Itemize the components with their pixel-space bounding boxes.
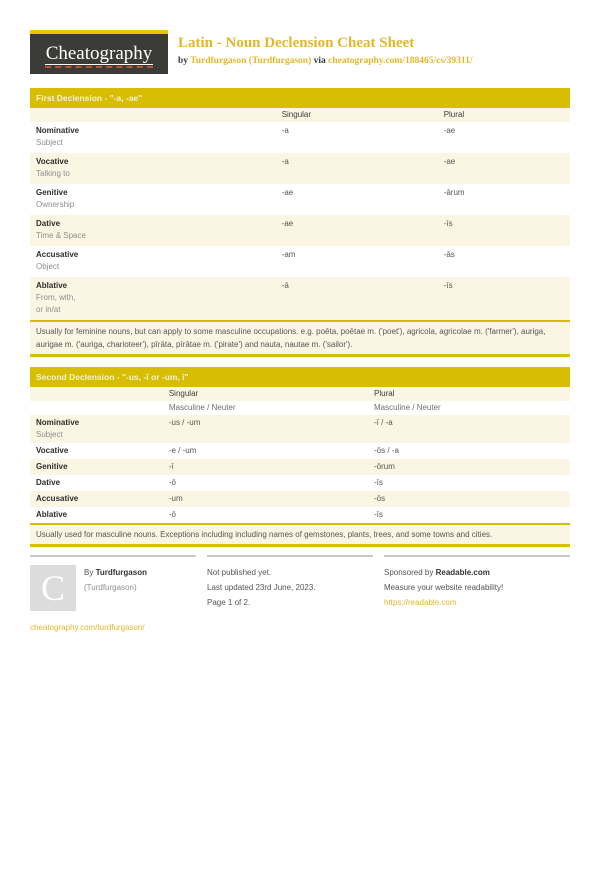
plural-header: Plural — [374, 389, 395, 398]
singular-header-cell — [276, 108, 438, 122]
case-cell — [30, 443, 163, 459]
plural-subheader: Masculine / Neuter — [374, 403, 441, 412]
plural-value: -ās — [443, 250, 455, 259]
plural-cell — [368, 475, 570, 491]
case-cell — [30, 153, 276, 184]
sponsor-link[interactable]: https://readable.com — [384, 598, 457, 607]
case-label: Accusative — [36, 250, 79, 259]
plural-cell — [368, 415, 570, 443]
source-link[interactable]: cheatography.com/188465/cs/39311/ — [328, 56, 473, 66]
case-desc: From, with, — [36, 293, 76, 302]
card-footnote-second: Usually used for masculine nouns. Exceptions including including names of gemstones, plants, trees, and some towns and cities. — [30, 523, 570, 547]
cheat-sheet-page — [0, 30, 600, 635]
table-row — [30, 507, 570, 523]
singular-cell — [276, 215, 438, 246]
singular-value: -ae — [281, 219, 294, 228]
plural-value: -īs — [443, 281, 453, 290]
case-desc: Subject — [36, 430, 63, 439]
plural-subheader-cell — [368, 401, 570, 415]
case-cell — [30, 108, 276, 122]
case-cell — [30, 415, 163, 443]
singular-value: -um — [168, 494, 183, 503]
singular-cell — [276, 246, 438, 277]
plural-value: -ōs / -a — [374, 446, 399, 455]
plural-value: -ī / -a — [374, 418, 393, 427]
case-label: Accusative — [36, 494, 79, 503]
singular-header: Singular — [168, 389, 199, 398]
singular-subheader: Masculine / Neuter — [168, 403, 236, 412]
logo-text: Cheatography — [45, 42, 153, 64]
masthead — [30, 30, 570, 74]
author-profile-link[interactable]: cheatography.com/turdfurgason/ — [30, 623, 145, 632]
footer-author-column — [30, 555, 196, 635]
sponsor-prefix: Sponsored by — [384, 568, 434, 577]
case-cell — [30, 246, 276, 277]
case-desc: Time & Space — [36, 231, 86, 240]
singular-value: -am — [281, 250, 296, 259]
singular-value: -ī — [168, 462, 174, 471]
singular-cell — [163, 415, 368, 443]
case-label: Dative — [36, 478, 61, 487]
case-cell — [30, 215, 276, 246]
plural-cell — [368, 491, 570, 507]
case-label: Genitive — [36, 188, 68, 197]
table-row — [30, 215, 570, 246]
plural-header-cell — [438, 108, 570, 122]
table-row — [30, 491, 570, 507]
section-card-first-declension — [30, 88, 570, 357]
case-desc: Talking to — [36, 169, 70, 178]
table-row — [30, 277, 570, 320]
case-cell — [30, 491, 163, 507]
section-card-second-declension — [30, 367, 570, 547]
plural-value: -ae — [443, 126, 456, 135]
case-cell — [30, 507, 163, 523]
footer-status-column — [207, 555, 373, 635]
singular-value: -a — [281, 126, 289, 135]
singular-cell — [276, 122, 438, 153]
author-box — [30, 565, 196, 611]
plural-cell — [368, 443, 570, 459]
case-cell — [30, 184, 276, 215]
plural-header: Plural — [443, 110, 465, 119]
singular-header: Singular — [281, 110, 312, 119]
section-title-second-declension: Second Declension - "-us, -ī or -um, ī" — [30, 367, 570, 387]
sponsor-tagline: Measure your website readability! — [384, 583, 504, 592]
page-number: Page 1 of 2. — [207, 598, 251, 607]
plural-cell — [368, 459, 570, 475]
author-by-line — [84, 565, 147, 580]
table-row — [30, 475, 570, 491]
table-row — [30, 387, 570, 401]
singular-value: -ō — [168, 510, 176, 519]
by-label: by — [178, 56, 189, 66]
case-desc: Subject — [36, 138, 63, 147]
declension-table-first — [30, 108, 570, 320]
table-row — [30, 415, 570, 443]
case-cell — [30, 475, 163, 491]
plural-value: -ōs — [374, 494, 386, 503]
declension-table-second — [30, 387, 570, 523]
singular-cell — [276, 277, 438, 320]
sponsor-line — [384, 565, 570, 580]
singular-cell — [163, 507, 368, 523]
plural-value: -ae — [443, 157, 456, 166]
table-row — [30, 122, 570, 153]
plural-cell — [438, 277, 570, 320]
case-cell — [30, 459, 163, 475]
table-row — [30, 246, 570, 277]
title-block — [178, 30, 473, 67]
case-cell — [30, 401, 163, 415]
section-title-first-declension: First Declension - "-a, -ae" — [30, 88, 570, 108]
singular-cell — [276, 184, 438, 215]
plural-value: -ōrum — [374, 462, 395, 471]
page-title: Latin - Noun Declension Cheat Sheet — [178, 35, 415, 51]
singular-value: -us / -um — [168, 418, 201, 427]
singular-subheader-cell — [163, 401, 368, 415]
author-lines — [84, 565, 147, 611]
byline — [178, 55, 473, 67]
plural-cell — [368, 507, 570, 523]
case-label: Ablative — [36, 281, 68, 290]
publish-status: Not published yet. — [207, 568, 272, 577]
author-by-label: By — [84, 568, 94, 577]
case-label: Vocative — [36, 446, 69, 455]
table-row — [30, 401, 570, 415]
plural-cell — [438, 215, 570, 246]
plural-cell — [438, 153, 570, 184]
singular-cell — [163, 459, 368, 475]
avatar-letter: C — [40, 567, 65, 608]
table-row — [30, 153, 570, 184]
case-label: Nominative — [36, 126, 80, 135]
plural-header-cell — [368, 387, 570, 401]
card-footnote-first: Usually for feminine nouns, but can apply to some masculine occupations. e.g. poēta, poētae m. ('poet'), agricola, agricolae m. ('farmer'), auriga, aurigae m. ('auriga, charioteer'), pīrāta, pīrātae m. ('pirate') and nauta, nautae m. ('sailor'). — [30, 320, 570, 357]
singular-cell — [163, 475, 368, 491]
sponsor-name: Readable.com — [435, 568, 490, 577]
singular-value: -ae — [281, 188, 294, 197]
case-desc: Object — [36, 262, 60, 271]
case-desc: Ownership — [36, 200, 75, 209]
table-row — [30, 108, 570, 122]
table-row — [30, 459, 570, 475]
via-label: via — [313, 56, 326, 66]
singular-header-cell — [163, 387, 368, 401]
case-label: Genitive — [36, 462, 68, 471]
last-updated: Last updated 23rd June, 2023. — [207, 583, 316, 592]
plural-cell — [438, 184, 570, 215]
singular-value: -ā — [281, 281, 289, 290]
author-link[interactable]: Turdfurgason (Turdfurgason) — [190, 56, 312, 66]
author-avatar[interactable] — [30, 565, 76, 611]
plural-value: -ārum — [443, 188, 465, 197]
case-cell — [30, 277, 276, 320]
singular-cell — [163, 443, 368, 459]
singular-value: -a — [281, 157, 289, 166]
case-desc: or in/at — [36, 305, 61, 314]
case-label: Ablative — [36, 510, 68, 519]
footer-sponsor-column — [384, 555, 570, 635]
plural-cell — [438, 122, 570, 153]
singular-cell — [276, 153, 438, 184]
singular-cell — [163, 491, 368, 507]
plural-value: -īs — [443, 219, 453, 228]
author-name: Turdfurgason — [95, 568, 147, 577]
case-label: Dative — [36, 219, 61, 228]
case-label: Nominative — [36, 418, 80, 427]
case-cell — [30, 387, 163, 401]
plural-value: -īs — [374, 510, 383, 519]
footer — [30, 555, 570, 635]
cheatography-logo[interactable] — [30, 30, 168, 74]
plural-cell — [438, 246, 570, 277]
plural-value: -īs — [374, 478, 383, 487]
table-row — [30, 443, 570, 459]
singular-value: -e / -um — [168, 446, 197, 455]
singular-value: -ō — [168, 478, 176, 487]
table-row — [30, 184, 570, 215]
author-username: (Turdfurgason) — [84, 583, 137, 592]
case-label: Vocative — [36, 157, 69, 166]
case-cell — [30, 122, 276, 153]
